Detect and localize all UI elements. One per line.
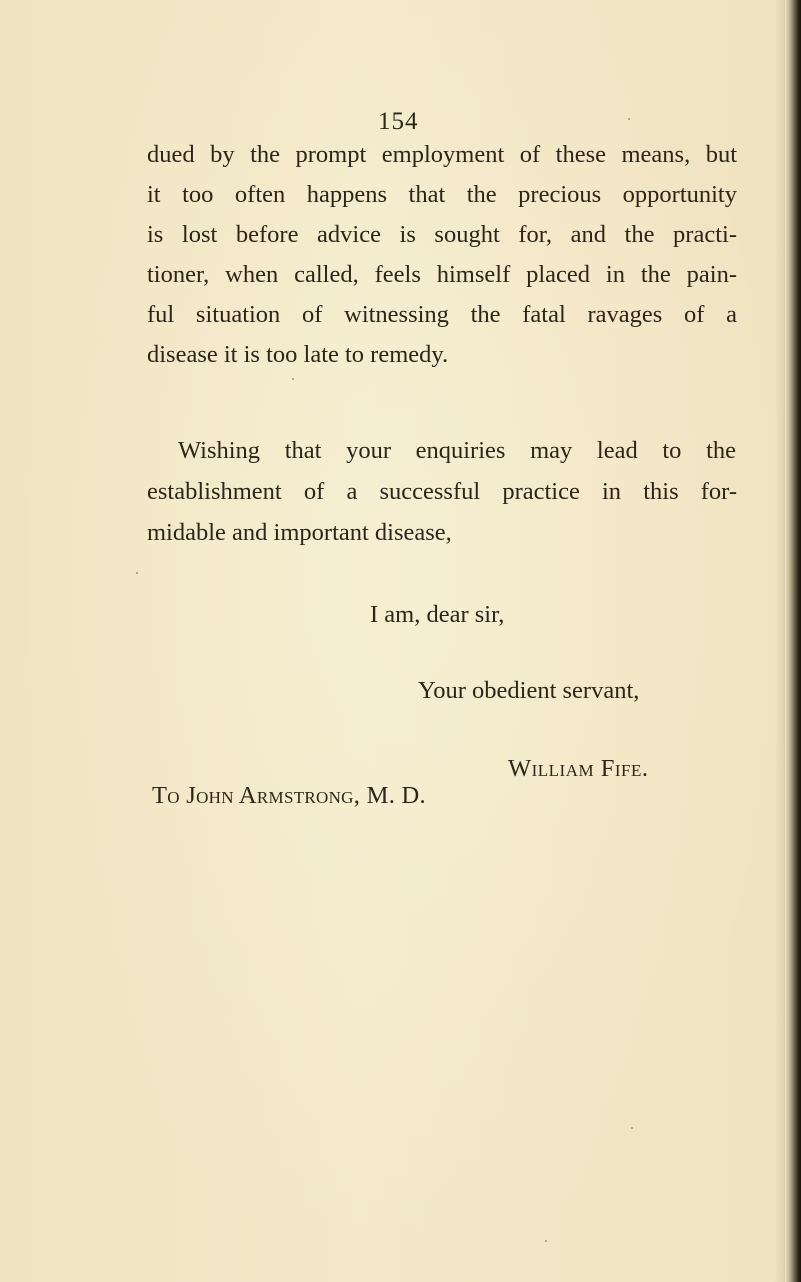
paper-speck [136, 572, 138, 574]
paragraph-1-line-1: dued by the prompt employment of these means, but [147, 141, 737, 168]
paper-speck [292, 378, 294, 380]
closing-salutation: I am, dear sir, [370, 601, 505, 628]
signature: William Fife. [508, 755, 649, 782]
paragraph-1-line-5: ful situation of witnessing the fatal ravages of a [147, 301, 737, 328]
binding-gutter-shadow [785, 0, 801, 1282]
page-number: 154 [378, 108, 419, 135]
paper-speck [545, 1240, 547, 1242]
addressee: To John Armstrong, M. D. [152, 782, 426, 809]
paragraph-2-line-2: establishment of a successful practice in this for- [147, 478, 737, 505]
paragraph-1-line-6: disease it is too late to remedy. [147, 341, 449, 368]
closing-valediction: Your obedient servant, [418, 677, 640, 704]
paragraph-2-line-1: Wishing that your enquiries may lead to the [178, 437, 736, 464]
paragraph-1-line-2: it too often happens that the precious opportunity [147, 181, 737, 208]
paragraph-1-line-4: tioner, when called, feels himself placed in the pain- [147, 261, 737, 288]
paragraph-1-line-3: is lost before advice is sought for, and the practi- [147, 221, 737, 248]
page-edge-shading [775, 0, 785, 1282]
paper-speck [628, 118, 630, 120]
paragraph-2-line-3: midable and important disease, [147, 519, 452, 546]
paper-speck [631, 1127, 633, 1129]
